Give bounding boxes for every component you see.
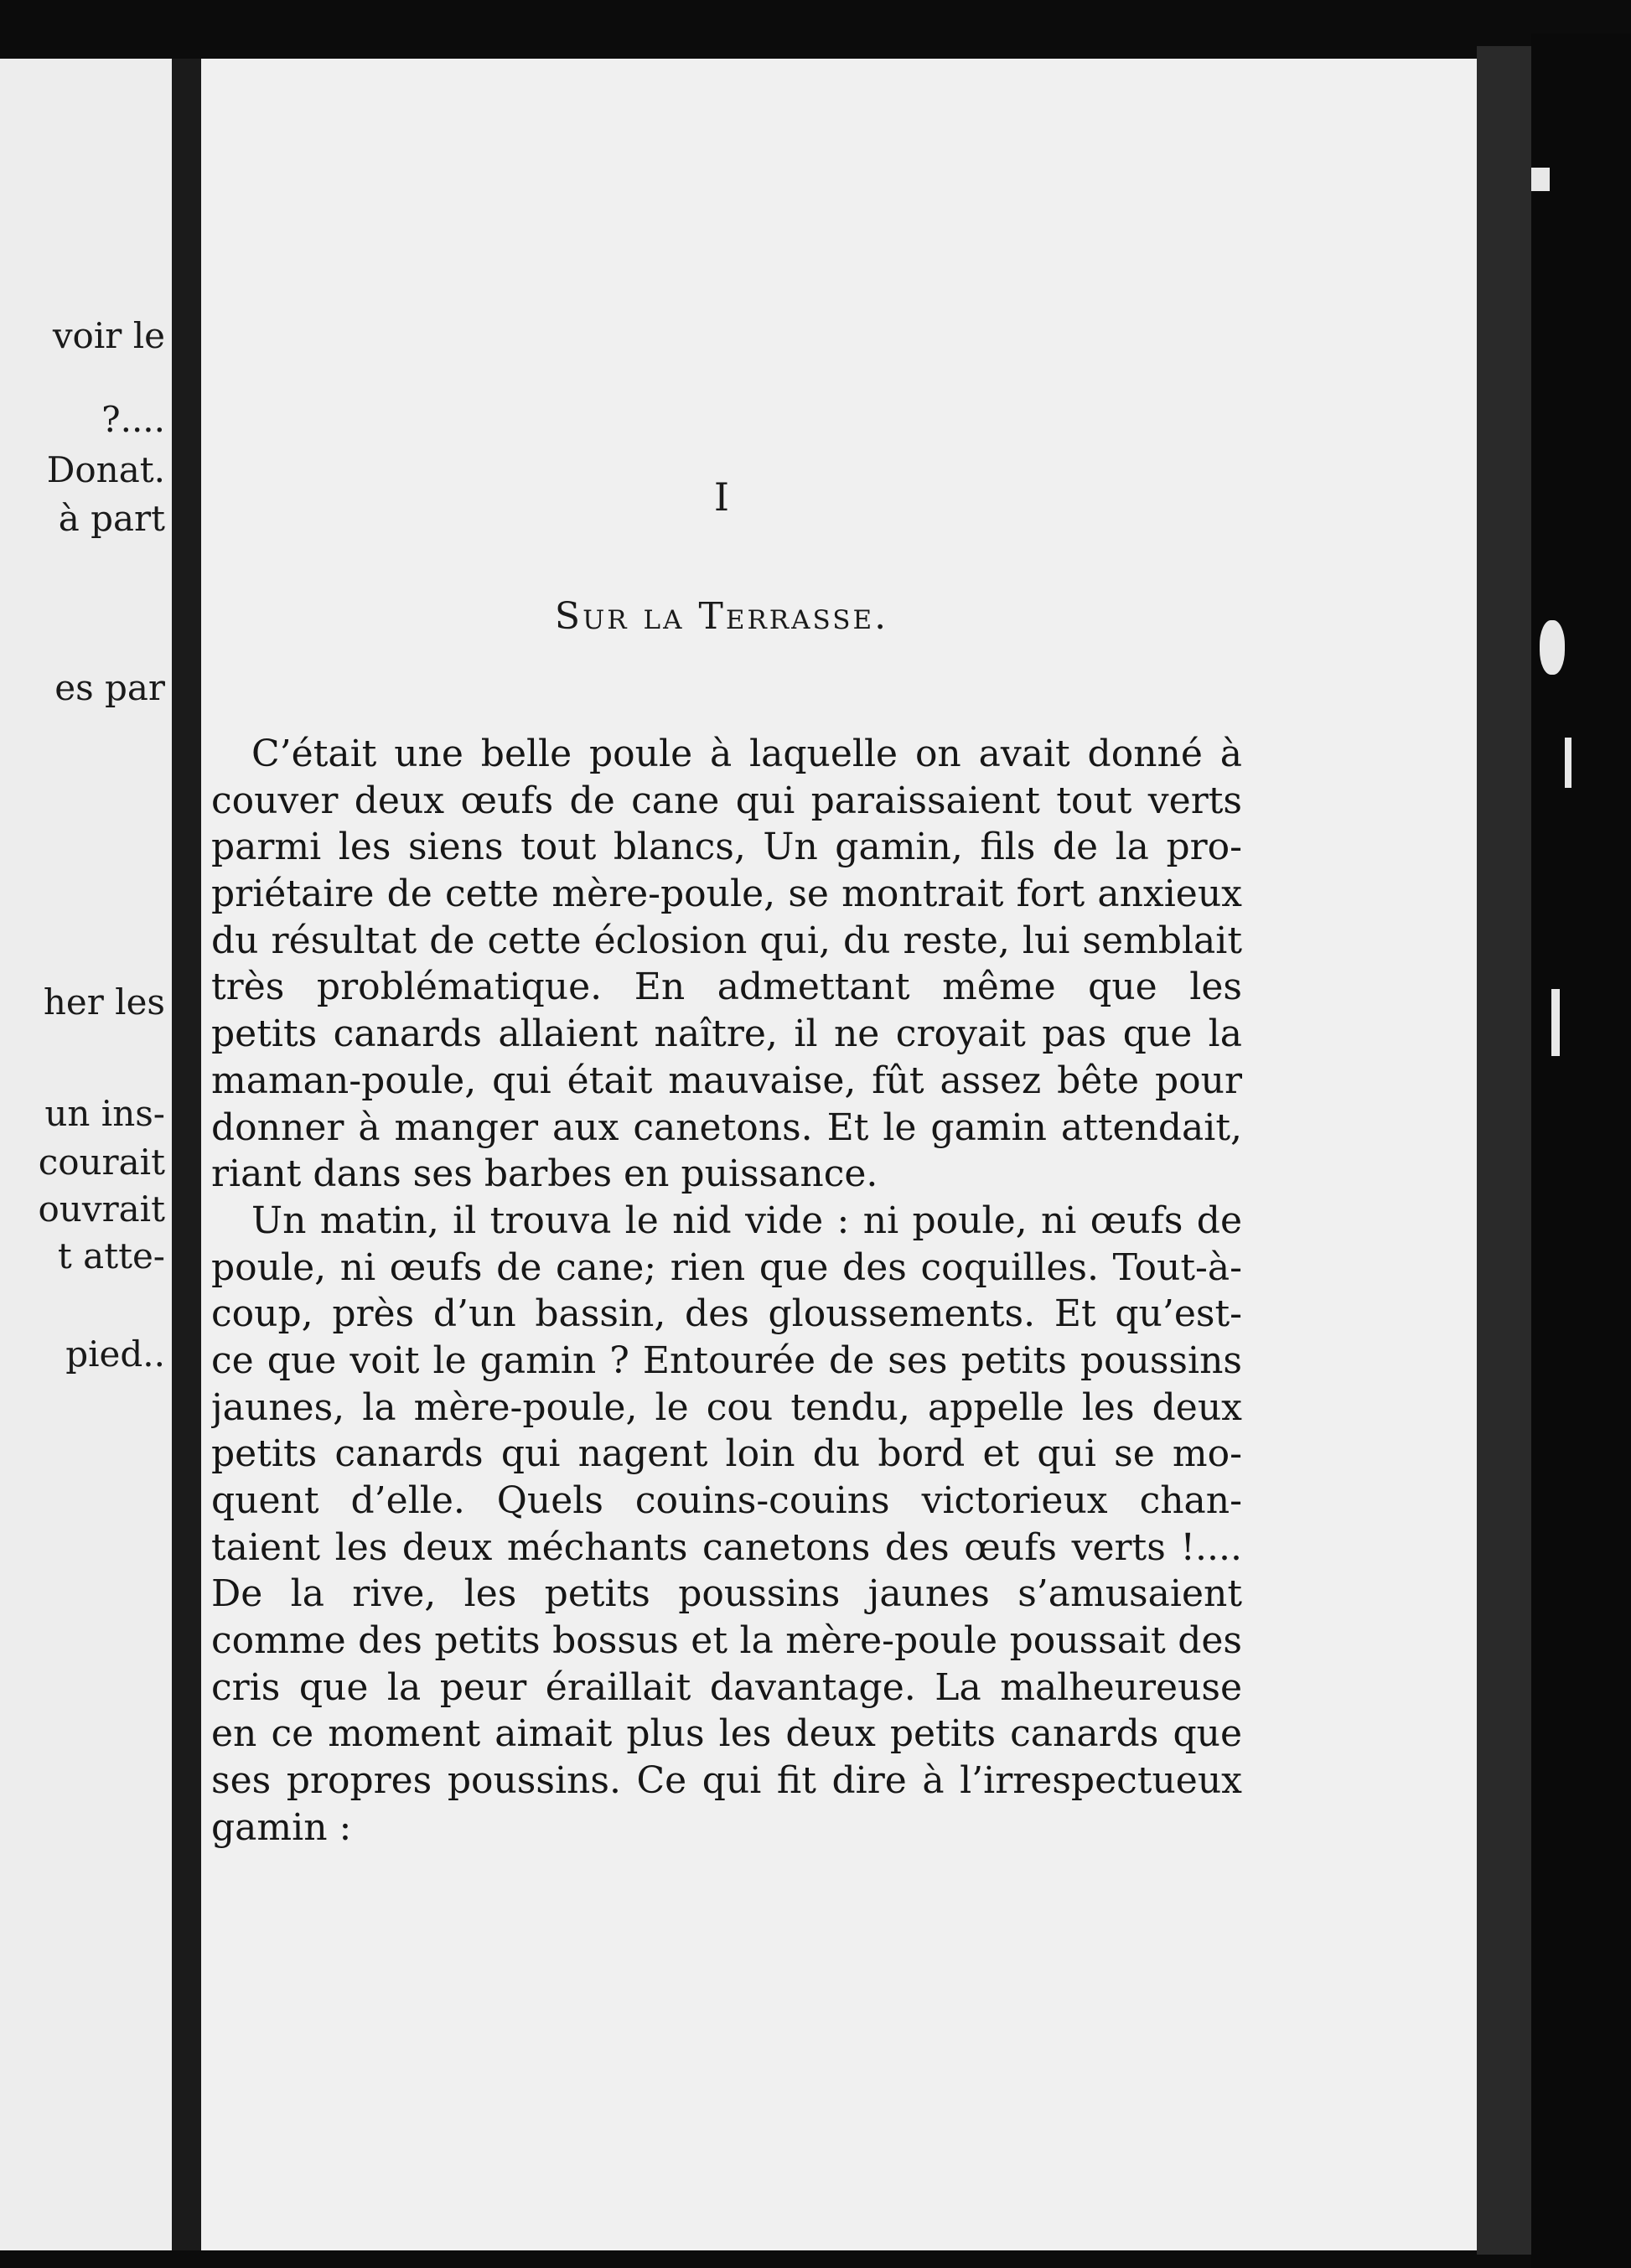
text-line: petits canards qui nagent loin du bord et qui se mo- [211, 1432, 1242, 1476]
previous-page-text-fragment: ?.... [101, 399, 165, 440]
text-line: donner à manger aux canetons. Et le gamin attendait, [211, 1106, 1242, 1149]
previous-page-text-fragment: es par [54, 667, 165, 708]
text-line: couver deux œufs de cane qui paraissaient tout verts [211, 779, 1242, 822]
text-line: priétaire de cette mère-poule, se montrait fort anxieux [211, 873, 1242, 916]
text-line: en ce moment aimait plus les deux petits canards que [211, 1712, 1242, 1756]
text-line: quent d’elle. Quels couins-couins victorieux chan- [211, 1479, 1242, 1522]
previous-page-text-fragment: à part [58, 498, 165, 539]
scan-artifact [1551, 989, 1560, 1056]
text-line: du résultat de cette éclosion qui, du reste, lui semblait [211, 919, 1242, 962]
chapter-title: Sur la Terrasse. [554, 595, 889, 638]
previous-page-text-fragment: pied.. [65, 1333, 165, 1375]
previous-page-text-fragment: courait [38, 1142, 165, 1183]
body-text [211, 731, 1242, 1851]
previous-page-text-fragment: her les [43, 981, 165, 1023]
scan-artifact [1565, 738, 1571, 788]
text-line: poule, ni œufs de cane; rien que des coquilles. Tout-à- [211, 1245, 1242, 1289]
text-line: C’était une belle poule à laquelle on avait donné à [251, 733, 1242, 775]
text-line: jaunes, la mère-poule, le cou tendu, appelle les deux [211, 1385, 1242, 1429]
chapter-number: I [713, 474, 730, 520]
text-line: parmi les siens tout blancs, Un gamin, fils de la pro- [211, 826, 1242, 869]
scan-border [1531, 34, 1631, 2268]
scan-artifact [1540, 620, 1565, 675]
text-line: De la rive, les petits poussins jaunes s’amusaient [211, 1572, 1242, 1616]
previous-page-text-fragment: ouvrait [38, 1188, 165, 1230]
text-line: maman-poule, qui était mauvaise, fût assez bête pour [211, 1059, 1242, 1102]
text-line: cris que la peur éraillait davantage. La malheureuse [211, 1665, 1242, 1709]
text-line: gamin : [211, 1805, 352, 1849]
text-line: ce que voit le gamin ? Entourée de ses petits poussins [211, 1339, 1242, 1382]
scan-artifact [1531, 168, 1550, 191]
book-gutter [172, 59, 201, 2250]
text-line: ses propres poussins. Ce qui fit dire à l’irrespectueux [211, 1759, 1242, 1803]
book-page [201, 59, 1477, 2250]
previous-page-text-fragment: Donat. [46, 449, 165, 490]
previous-page-fragment [0, 59, 172, 2250]
page-edge-shadow [1477, 46, 1531, 2255]
text-line: comme des petits bossus et la mère-poule poussait des [211, 1619, 1242, 1663]
previous-page-text-fragment: un ins- [44, 1093, 165, 1134]
text-line: riant dans ses barbes en puissance. [211, 1152, 878, 1196]
text-line: Un matin, il trouva le nid vide : ni poule, ni œufs de [251, 1199, 1242, 1242]
previous-page-text-fragment: t atte- [57, 1235, 165, 1276]
text-line: petits canards allaient naître, il ne croyait pas que la [211, 1012, 1242, 1056]
previous-page-text-fragment: voir le [52, 315, 165, 356]
text-line: très problématique. En admettant même que les [211, 966, 1242, 1009]
text-line: taient les deux méchants canetons des œufs verts !.... [211, 1525, 1242, 1569]
text-line: coup, près d’un bassin, des gloussements. Et qu’est- [211, 1292, 1242, 1336]
